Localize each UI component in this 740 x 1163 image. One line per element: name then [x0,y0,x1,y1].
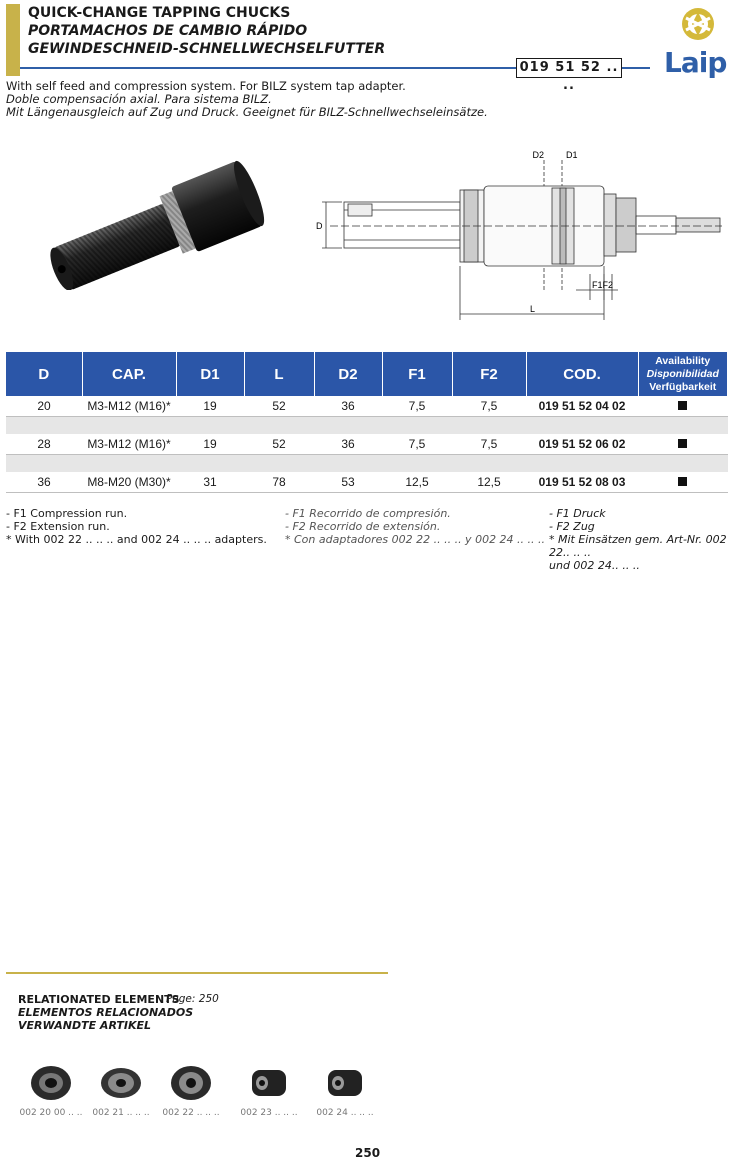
cell-f1: 12,5 [382,472,452,492]
cell-cap: M3-M12 (M16)* [82,434,176,454]
availability-es: Disponibilidad [646,367,719,380]
table-header-row [6,352,728,396]
col-header-cod: COD. [526,352,638,396]
label-d: D [316,221,323,231]
cell-f1: 7,5 [382,434,452,454]
col-header-f1: F1 [382,352,452,396]
page-number: 250 [355,1146,381,1160]
related-item-code: 002 21 .. .. .. [92,1108,150,1118]
label-f1f2: F1F2 [592,280,614,290]
tap-adapter-icon [320,1062,370,1104]
col-header-d: D [6,352,82,396]
cell-l: 52 [244,396,314,416]
col-header-f2: F2 [452,352,526,396]
note-line: - F2 Extension run. [6,520,110,533]
note-line: - F1 Druck [549,507,606,520]
cell-l: 52 [244,434,314,454]
cell-d1: 31 [176,472,244,492]
cell-cod: 019 51 52 06 02 [526,434,638,454]
label-d1: D1 [566,150,578,160]
related-item-code: 002 24 .. .. .. [316,1108,374,1118]
cell-cap: M8-M20 (M30)* [82,472,176,492]
related-page-link[interactable]: Page: 250 [166,993,219,1005]
cell-cod: 019 51 52 08 03 [526,472,638,492]
cell-f2: 12,5 [452,472,526,492]
cell-availability [638,472,728,492]
col-header-cap: CAP. [82,352,176,396]
col-header-availability [638,352,728,396]
description-es: Doble compensación axial. Para sistema BILZ. [6,92,272,106]
related-item[interactable] [234,1062,304,1118]
description-de: Mit Längenausgleich auf Zug und Druck. Geeignet für BILZ-Schnellwechseleinsätze. [6,105,488,119]
description-en: With self feed and compression system. For BILZ system tap adapter. [6,79,406,93]
tap-adapter-icon [26,1062,76,1104]
cell-l: 78 [244,472,314,492]
note-line: * Con adaptadores 002 22 .. .. .. y 002 24 .. .. .. [285,533,546,546]
cell-d: 36 [6,472,82,492]
note-line: - F1 Recorrido de compresión. [285,507,451,520]
related-item[interactable] [310,1062,380,1118]
note-line: - F2 Recorrido de extensión. [285,520,441,533]
note-line: - F1 Compression run. [6,507,128,520]
related-item[interactable] [156,1062,226,1118]
note-line: * With 002 22 .. .. .. and 002 24 .. .. .. adapters. [6,533,267,546]
related-item[interactable] [16,1062,86,1118]
related-item-code: 002 22 .. .. .. [162,1108,220,1118]
cell-d: 28 [6,434,82,454]
availability-en: Availability [655,354,711,367]
label-l: L [530,304,536,314]
availability-square-icon [678,439,687,448]
related-item-code: 002 20 00 .. .. [19,1108,83,1118]
cell-cod: 019 51 52 04 02 [526,396,638,416]
cell-d: 20 [6,396,82,416]
product-photo [30,160,280,290]
spec-table [6,352,728,493]
title-es: PORTAMACHOS DE CAMBIO RÁPIDO [28,23,308,39]
related-title-es: ELEMENTOS RELACIONADOS [18,1006,194,1019]
cell-d1: 19 [176,434,244,454]
cell-d2: 36 [314,434,382,454]
notes-de [549,507,740,572]
product-code-box: 019 51 52 .. .. [516,58,622,78]
col-header-l: L [244,352,314,396]
cell-availability [638,434,728,454]
table-row [6,396,728,416]
title-en: QUICK-CHANGE TAPPING CHUCKS [28,5,291,21]
availability-de: Verfügbarkeit [649,380,717,393]
availability-square-icon [678,477,687,486]
tap-adapter-icon [96,1062,146,1104]
tap-adapter-icon [166,1062,216,1104]
brand-wordmark: Laip [664,46,727,79]
technical-drawing [312,140,732,330]
related-title-de: VERWANDTE ARTIKEL [18,1019,152,1032]
related-rule [6,972,388,974]
note-line: - F2 Zug [549,520,595,533]
cell-d2: 53 [314,472,382,492]
cell-cap: M3-M12 (M16)* [82,396,176,416]
cell-availability [638,396,728,416]
description [6,80,488,119]
col-header-d1: D1 [176,352,244,396]
cell-f2: 7,5 [452,434,526,454]
cell-d1: 19 [176,396,244,416]
note-line: und 002 24.. .. .. [549,559,640,572]
related-title-en: RELATIONATED ELEMENTS [18,993,180,1006]
table-spacer-row [6,416,728,434]
page-titles [28,4,385,58]
related-item[interactable] [86,1062,156,1118]
table-row [6,434,728,454]
cell-f1: 7,5 [382,396,452,416]
col-header-d2: D2 [314,352,382,396]
table-row [6,472,728,492]
title-de: GEWINDESCHNEID-SCHNELLWECHSELFUTTER [28,41,386,57]
cell-d2: 36 [314,396,382,416]
notes-en [6,507,267,546]
notes-es [285,507,545,546]
label-d2: D2 [532,150,544,160]
cell-f2: 7,5 [452,396,526,416]
related-item-code: 002 23 .. .. .. [240,1108,298,1118]
availability-square-icon [678,401,687,410]
note-line: * Mit Einsätzen gem. Art-Nr. 002 22.. .. .. [549,533,727,559]
table-spacer-row [6,454,728,472]
tap-adapter-icon [244,1062,294,1104]
header-accent-bar [6,4,20,76]
